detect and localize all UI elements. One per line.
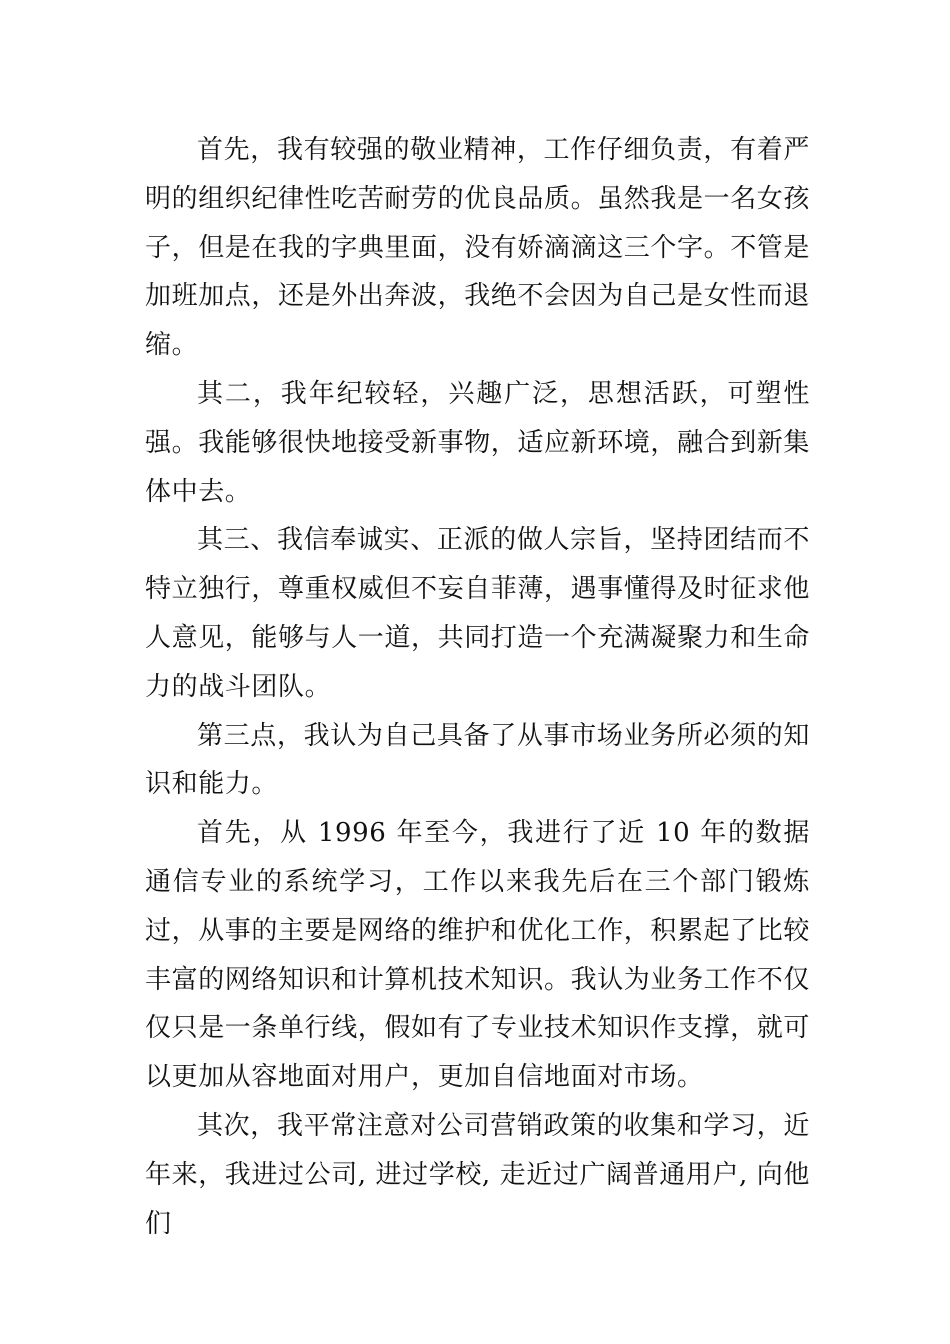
paragraph-knowledge-ability: 第三点，我认为自己具备了从事市场业务所必须的知识和能力。 xyxy=(145,720,810,800)
paragraph-work-ethic: 首先，我有较强的敬业精神，工作仔细负责，有着严明的组织纪律性吃苦耐劳的优良品质。虽然我是一名女孩子，但是在我的字典里面，没有娇滴滴这三个字。不管是加班加点，还是外出奔波，我绝不会因为自己是女性而退缩。 xyxy=(145,135,811,361)
paragraph-integrity-teamwork: 其三、我信奉诚实、正派的做人宗旨，坚持团结而不特立独行，尊重权威但不妄自菲薄，遇事懂得及时征求他人意见，能够与人一道，共同打造一个充满凝聚力和生命力的战斗团队。 xyxy=(145,525,811,702)
paragraph-technical-background: 首先，从 1996 年至今，我进行了近 10 年的数据通信专业的系统学习，工作以来我先后在三个部门锻炼过，从事的主要是网络的维护和优化工作，积累起了比较丰富的网络知识和计算机技术知识。我认为业务工作不仅仅只是一条单行线，假如有了专业技术知识作支撑，就可以更加从容地面对用户，更加自信地面对市场。 xyxy=(145,818,811,1093)
document-body xyxy=(145,126,810,1248)
paragraph-youth-adaptability: 其二，我年纪较轻，兴趣广泛，思想活跃，可塑性强。我能够很快地接受新事物，适应新环境，融合到新集体中去。 xyxy=(145,378,811,507)
paragraph-marketing-study: 其次，我平常注意对公司营销政策的收集和学习，近年来，我进过公司, 进过学校, 走近过广阔普通用户, 向他们 xyxy=(145,1110,810,1239)
